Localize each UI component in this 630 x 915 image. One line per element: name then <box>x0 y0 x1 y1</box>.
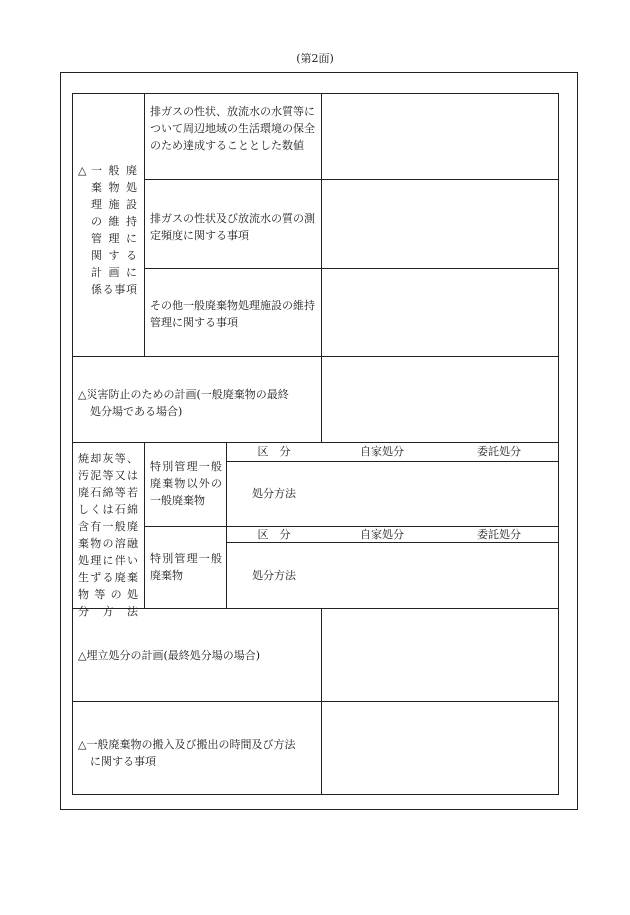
ash-heading-line: 汚泥等又は <box>78 469 138 482</box>
outsourced-disposal-label: 委託処分 <box>477 528 521 541</box>
maintenance-row-label: 排ガスの性状及び放流水の質の測定頻度に関する事項 <box>150 212 315 242</box>
waste-category-label: 特別管理一般廃棄物以外の一般廃棄物 <box>150 460 222 507</box>
page-label: (第2面) <box>296 52 334 65</box>
ash-heading-line: しくは石綿 <box>78 503 138 516</box>
maintenance-heading-line: 管 理 に <box>91 232 137 245</box>
disaster-plan-label: △災害防止のための計画(一般廃棄物の最終 <box>78 388 289 401</box>
divider <box>144 93 145 356</box>
maintenance-heading-line: 関 す る <box>91 249 137 262</box>
division-label: 区 分 <box>257 445 291 458</box>
disposal-method-value-cell[interactable] <box>322 462 558 526</box>
ash-heading-line: 棄物の溶融 <box>78 537 138 550</box>
transport-value-cell[interactable] <box>322 702 558 794</box>
self-disposal-label: 自家処分 <box>360 528 404 541</box>
ash-heading-line: 焼却灰等、 <box>78 452 138 465</box>
maintenance-heading-line: 理 施 設 <box>91 198 137 211</box>
transport-label: △一般廃棄物の搬入及び搬出の時間及び方法 <box>78 738 296 751</box>
division-label: 区 分 <box>257 528 291 541</box>
maintenance-row-label: その他一般廃棄物処理施設の維持管理に関する事項 <box>150 299 315 329</box>
maintenance-row-label: 排ガスの性状、放流水の水質等について周辺地域の生活環境の保全のため達成することとした数値 <box>150 105 315 152</box>
maintenance-value-cell[interactable] <box>322 269 558 356</box>
disaster-plan-value-cell[interactable] <box>322 357 558 442</box>
transport-label: に関する事項 <box>90 755 156 768</box>
outsourced-disposal-label: 委託処分 <box>477 445 521 458</box>
disposal-method-value-cell[interactable] <box>322 543 558 608</box>
ash-heading-line: 廃石綿等若 <box>78 486 138 499</box>
maintenance-heading-line: 一 般 廃 <box>91 164 137 177</box>
maintenance-heading-prefix: △ <box>78 164 87 177</box>
ash-heading-line: 処理に伴い <box>78 554 138 567</box>
waste-category-label: 特別管理一般廃棄物 <box>150 552 222 582</box>
divider <box>144 442 145 608</box>
disposal-method-label: 処分方法 <box>252 569 296 582</box>
maintenance-heading-line: 係る事項 <box>91 283 137 296</box>
maintenance-value-cell[interactable] <box>322 180 558 268</box>
landfill-plan-label: △埋立処分の計画(最終処分場の場合) <box>78 649 261 662</box>
ash-heading-line: 含有一般廃 <box>78 520 138 533</box>
ash-heading-line: 生ずる廃棄 <box>78 571 138 584</box>
disaster-plan-label: 処分場である場合) <box>90 405 183 418</box>
self-disposal-label: 自家処分 <box>360 445 404 458</box>
landfill-plan-value-cell[interactable] <box>322 609 558 701</box>
maintenance-heading-line: 棄 物 処 <box>91 181 137 194</box>
ash-heading-line: 分方法 <box>78 605 138 618</box>
disposal-method-label: 処分方法 <box>252 487 296 500</box>
maintenance-heading-line: の 維 持 <box>91 215 137 228</box>
maintenance-value-cell[interactable] <box>322 94 558 179</box>
maintenance-heading-line: 計 画 に <box>91 266 137 279</box>
ash-heading-line: 物等の処 <box>78 588 138 601</box>
